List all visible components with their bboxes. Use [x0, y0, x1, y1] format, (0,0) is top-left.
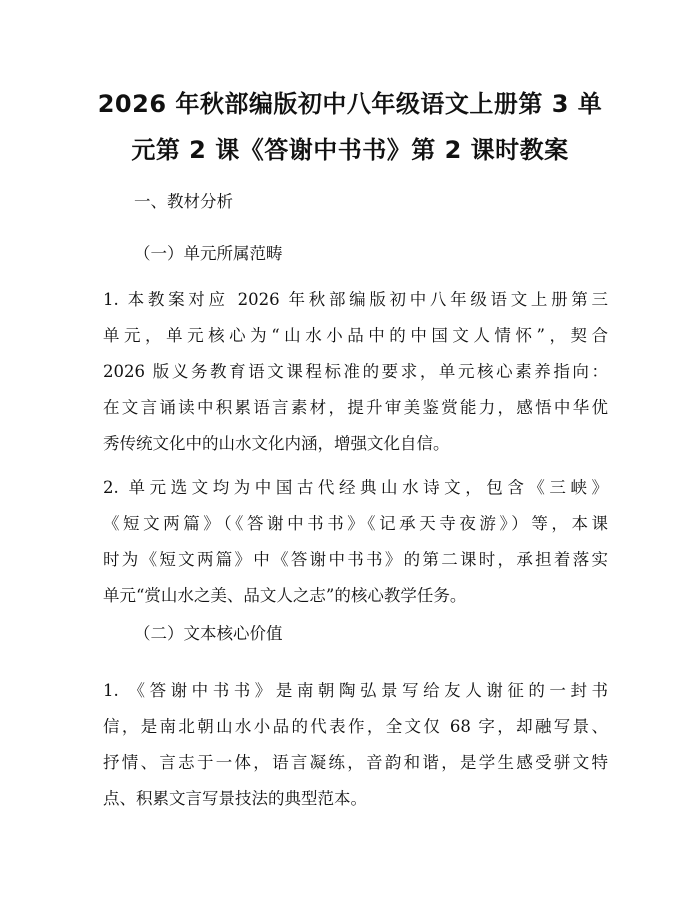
subsection-heading-unit-category: （一）单元所属范畴 [134, 244, 283, 263]
document-title-line-2: 元第 2 课《答谢中书书》第 2 课时教案 [131, 136, 569, 164]
paragraph-line: 秀传统文化中的山水文化内涵，增强文化自信。 [103, 434, 450, 453]
paragraph-unit-texts [103, 470, 608, 614]
section-heading-materials-analysis: 一、教材分析 [134, 192, 233, 211]
paragraph-line: 在文言诵读中积累语言素材，提升审美鉴赏能力，感悟中华优 [103, 398, 608, 417]
paragraph-text-value [103, 673, 608, 817]
paragraph-unit-overview [103, 282, 608, 462]
paragraph-line: 《短文两篇》（《答谢中书书》《记承天寺夜游》）等，本课 [103, 514, 608, 533]
paragraph-line: 信，是南北朝山水小品的代表作，全文仅 68 字，却融写景、 [103, 717, 608, 736]
paragraph-line: 时为《短文两篇》中《答谢中书书》的第二课时，承担着落实 [103, 550, 608, 569]
paragraph-line: 2026 版义务教育语文课程标准的要求，单元核心素养指向： [103, 362, 608, 381]
paragraph-line: 点、积累文言写景技法的典型范本。 [103, 789, 367, 808]
paragraph-line: 2. 单元选文均为中国古代经典山水诗文，包含《三峡》 [103, 478, 608, 497]
paragraph-line: 抒情、言志于一体，语言凝练，音韵和谐，是学生感受骈文特 [103, 753, 608, 772]
paragraph-line: 单元“赏山水之美、品文人之志”的核心教学任务。 [103, 586, 467, 605]
paragraph-line: 1. 《答谢中书书》是南朝陶弘景写给友人谢征的一封书 [103, 681, 608, 700]
paragraph-line: 1. 本教案对应 2026 年秋部编版初中八年级语文上册第三 [103, 290, 608, 309]
paragraph-line: 单元，单元核心为“山水小品中的中国文人情怀”，契合 [103, 326, 608, 345]
subsection-heading-text-core-value: （二）文本核心价值 [134, 624, 283, 643]
document-title-line-1: 2026 年秋部编版初中八年级语文上册第 3 单 [97, 90, 603, 118]
